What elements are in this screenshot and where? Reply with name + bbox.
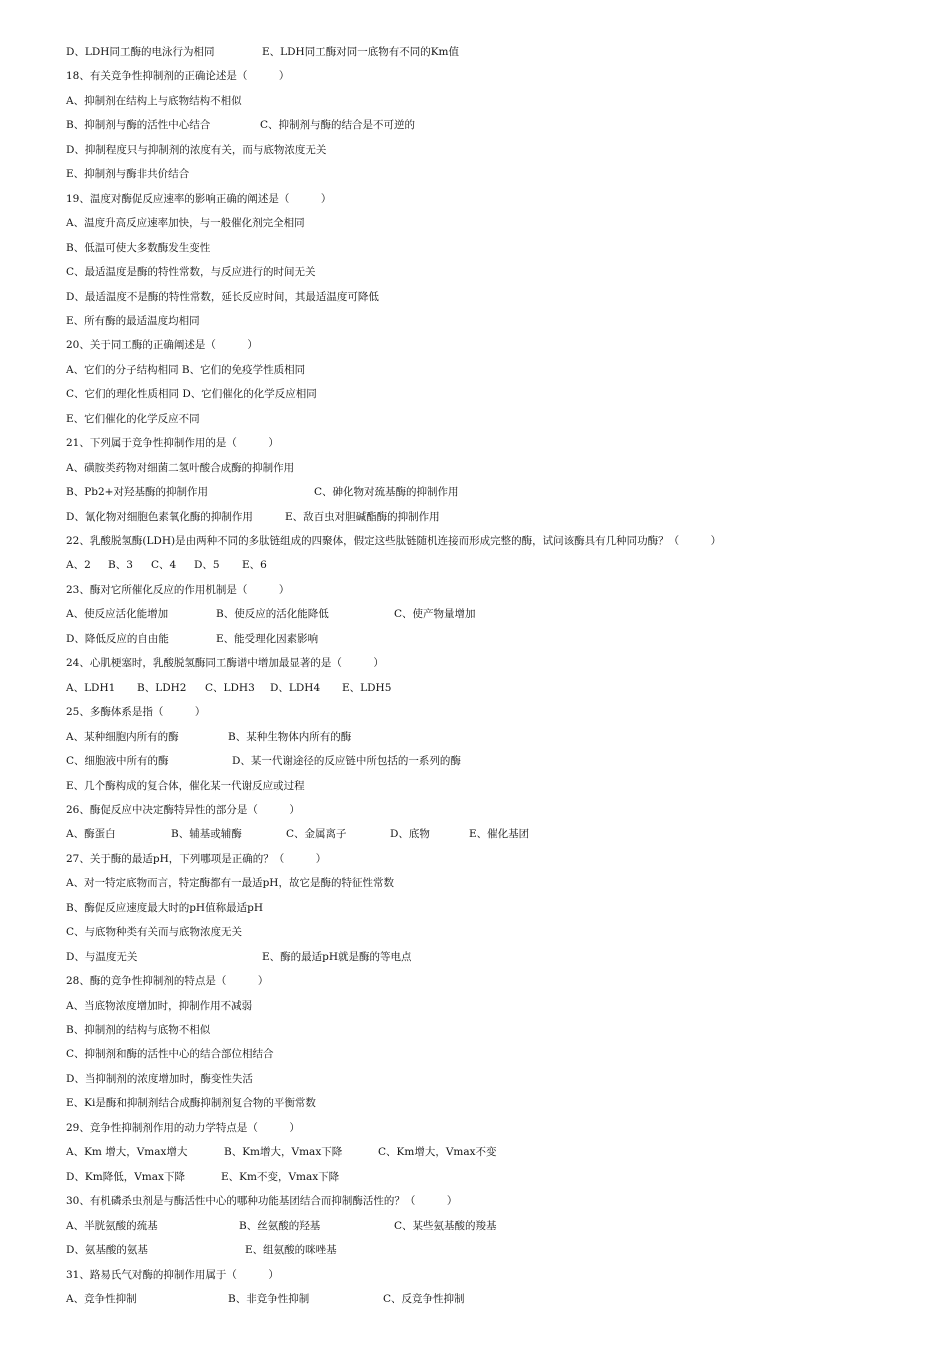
option-text: 24、心肌梗塞时，乳酸脱氢酶同工酶谱中增加最显著的是（ ） <box>66 657 384 669</box>
option-text: B、抑制剂的结构与底物不相似 <box>66 1024 211 1036</box>
option-text: 21、下列属于竞争性抑制作用的是（ ） <box>66 437 279 449</box>
option-text: 22、乳酸脱氢酶(LDH)是由两种不同的多肽链组成的四聚体，假定这些肽链随机连接而形成完整的酶，试问该酶具有几种同功酶？（ ） <box>66 535 722 547</box>
option-text: 23、酶对它所催化反应的作用机制是（ ） <box>66 584 290 596</box>
option-text: D、底物 <box>390 828 430 840</box>
option-text: A、磺胺类药物对细菌二氢叶酸合成酶的抑制作用 <box>66 462 295 474</box>
option-text: E、敌百虫对胆碱酯酶的抑制作用 <box>285 511 440 523</box>
option-text: D、当抑制剂的浓度增加时，酶变性失活 <box>66 1073 253 1085</box>
option-text: E、酶的最适pH就是酶的等电点 <box>262 951 412 963</box>
option-text: E、LDH同工酶对同一底物有不同的Km值 <box>262 46 460 58</box>
option-text: C、与底物种类有关而与底物浓度无关 <box>66 926 243 938</box>
option-text: C、抑制剂和酶的活性中心的结合部位相结合 <box>66 1048 274 1060</box>
option-text: C、使产物量增加 <box>394 608 476 620</box>
option-text: B、低温可使大多数酶发生变性 <box>66 242 211 254</box>
option-text: E、LDH5 <box>342 682 392 694</box>
option-text: C、某些氨基酸的羧基 <box>394 1220 497 1232</box>
option-text: E、Ki是酶和抑制剂结合成酶抑制剂复合物的平衡常数 <box>66 1097 316 1109</box>
option-text: 25、多酶体系是指（ ） <box>66 706 206 718</box>
option-text: A、LDH1 <box>66 682 116 694</box>
option-text: C、它们的理化性质相同 D、它们催化的化学反应相同 <box>66 388 317 400</box>
option-text: D、降低反应的自由能 <box>66 633 169 645</box>
option-text: E、能受理化因素影响 <box>216 633 319 645</box>
option-text: 26、酶促反应中决定酶特异性的部分是（ ） <box>66 804 300 816</box>
option-text: B、抑制剂与酶的活性中心结合 <box>66 119 211 131</box>
option-text: B、Km增大，Vmax下降 <box>224 1146 343 1158</box>
option-text: D、LDH同工酶的电泳行为相同 <box>66 46 215 58</box>
option-text: A、使反应活化能增加 <box>66 608 169 620</box>
option-text: C、反竞争性抑制 <box>383 1293 465 1305</box>
option-text: C、4 <box>151 559 177 571</box>
option-text: D、LDH4 <box>270 682 321 694</box>
option-text: E、Km不变，Vmax下降 <box>221 1171 340 1183</box>
option-text: 18、有关竞争性抑制剂的正确论述是（ ） <box>66 70 290 82</box>
option-text: D、最适温度不是酶的特性常数，延长反应时间，其最适温度可降低 <box>66 291 379 303</box>
option-text: 31、路易氏气对酶的抑制作用属于（ ） <box>66 1269 279 1281</box>
option-text: C、细胞液中所有的酶 <box>66 755 169 767</box>
option-text: B、酶促反应速度最大时的pH值称最适pH <box>66 902 263 914</box>
option-text: E、抑制剂与酶非共价结合 <box>66 168 190 180</box>
option-text: A、抑制剂在结构上与底物结构不相似 <box>66 95 242 107</box>
option-text: E、它们催化的化学反应不同 <box>66 413 200 425</box>
option-text: C、最适温度是酶的特性常数，与反应进行的时间无关 <box>66 266 316 278</box>
option-text: B、LDH2 <box>137 682 187 694</box>
option-text: B、使反应的活化能降低 <box>216 608 329 620</box>
option-text: B、辅基或辅酶 <box>171 828 242 840</box>
option-text: D、某一代谢途径的反应链中所包括的一系列的酶 <box>232 755 461 767</box>
option-text: A、某种细胞内所有的酶 <box>66 731 179 743</box>
option-text: E、所有酶的最适温度均相同 <box>66 315 200 327</box>
option-text: D、氰化物对细胞色素氧化酶的抑制作用 <box>66 511 253 523</box>
option-text: A、半胱氨酸的巯基 <box>66 1220 158 1232</box>
option-text: 28、酶的竞争性抑制剂的特点是（ ） <box>66 975 269 987</box>
option-text: 20、关于同工酶的正确阐述是（ ） <box>66 339 258 351</box>
option-text: D、氨基酸的氨基 <box>66 1244 148 1256</box>
option-text: A、温度升高反应速率加快，与一般催化剂完全相同 <box>66 217 305 229</box>
option-text: A、当底物浓度增加时，抑制作用不减弱 <box>66 1000 253 1012</box>
option-text: D、抑制程度只与抑制剂的浓度有关，而与底物浓度无关 <box>66 144 327 156</box>
option-text: A、Km 增大，Vmax增大 <box>66 1146 188 1158</box>
option-text: C、抑制剂与酶的结合是不可逆的 <box>260 119 416 131</box>
option-text: 19、温度对酶促反应速率的影响正确的阐述是（ ） <box>66 193 332 205</box>
option-text: C、金属离子 <box>286 828 347 840</box>
option-text: A、酶蛋白 <box>66 828 116 840</box>
option-text: A、对一特定底物而言，特定酶都有一最适pH，故它是酶的特征性常数 <box>66 877 394 889</box>
option-text: 27、关于酶的最适pH，下列哪项是正确的？（ ） <box>66 853 327 865</box>
option-text: B、3 <box>108 559 133 571</box>
option-text: E、几个酶构成的复合体，催化某一代谢反应或过程 <box>66 780 305 792</box>
option-text: D、Km降低，Vmax下降 <box>66 1171 185 1183</box>
option-text: D、5 <box>194 559 220 571</box>
option-text: A、2 <box>66 559 91 571</box>
option-text: B、Pb2+对羟基酶的抑制作用 <box>66 486 208 498</box>
option-text: E、6 <box>242 559 267 571</box>
option-text: D、与温度无关 <box>66 951 138 963</box>
option-text: 30、有机磷杀虫剂是与酶活性中心的哪种功能基团结合而抑制酶活性的？（ ） <box>66 1195 458 1207</box>
option-text: E、组氨酸的咪唑基 <box>245 1244 337 1256</box>
option-text: C、LDH3 <box>205 682 255 694</box>
option-text: B、非竞争性抑制 <box>228 1293 310 1305</box>
option-text: A、竞争性抑制 <box>66 1293 137 1305</box>
option-text: A、它们的分子结构相同 B、它们的免疫学性质相同 <box>66 364 306 376</box>
option-text: C、Km增大，Vmax不变 <box>378 1146 497 1158</box>
option-text: E、催化基团 <box>469 828 530 840</box>
option-text: C、砷化物对巯基酶的抑制作用 <box>314 486 459 498</box>
option-text: B、某种生物体内所有的酶 <box>228 731 352 743</box>
option-text: 29、竞争性抑制剂作用的动力学特点是（ ） <box>66 1122 300 1134</box>
option-text: B、丝氨酸的羟基 <box>239 1220 321 1232</box>
